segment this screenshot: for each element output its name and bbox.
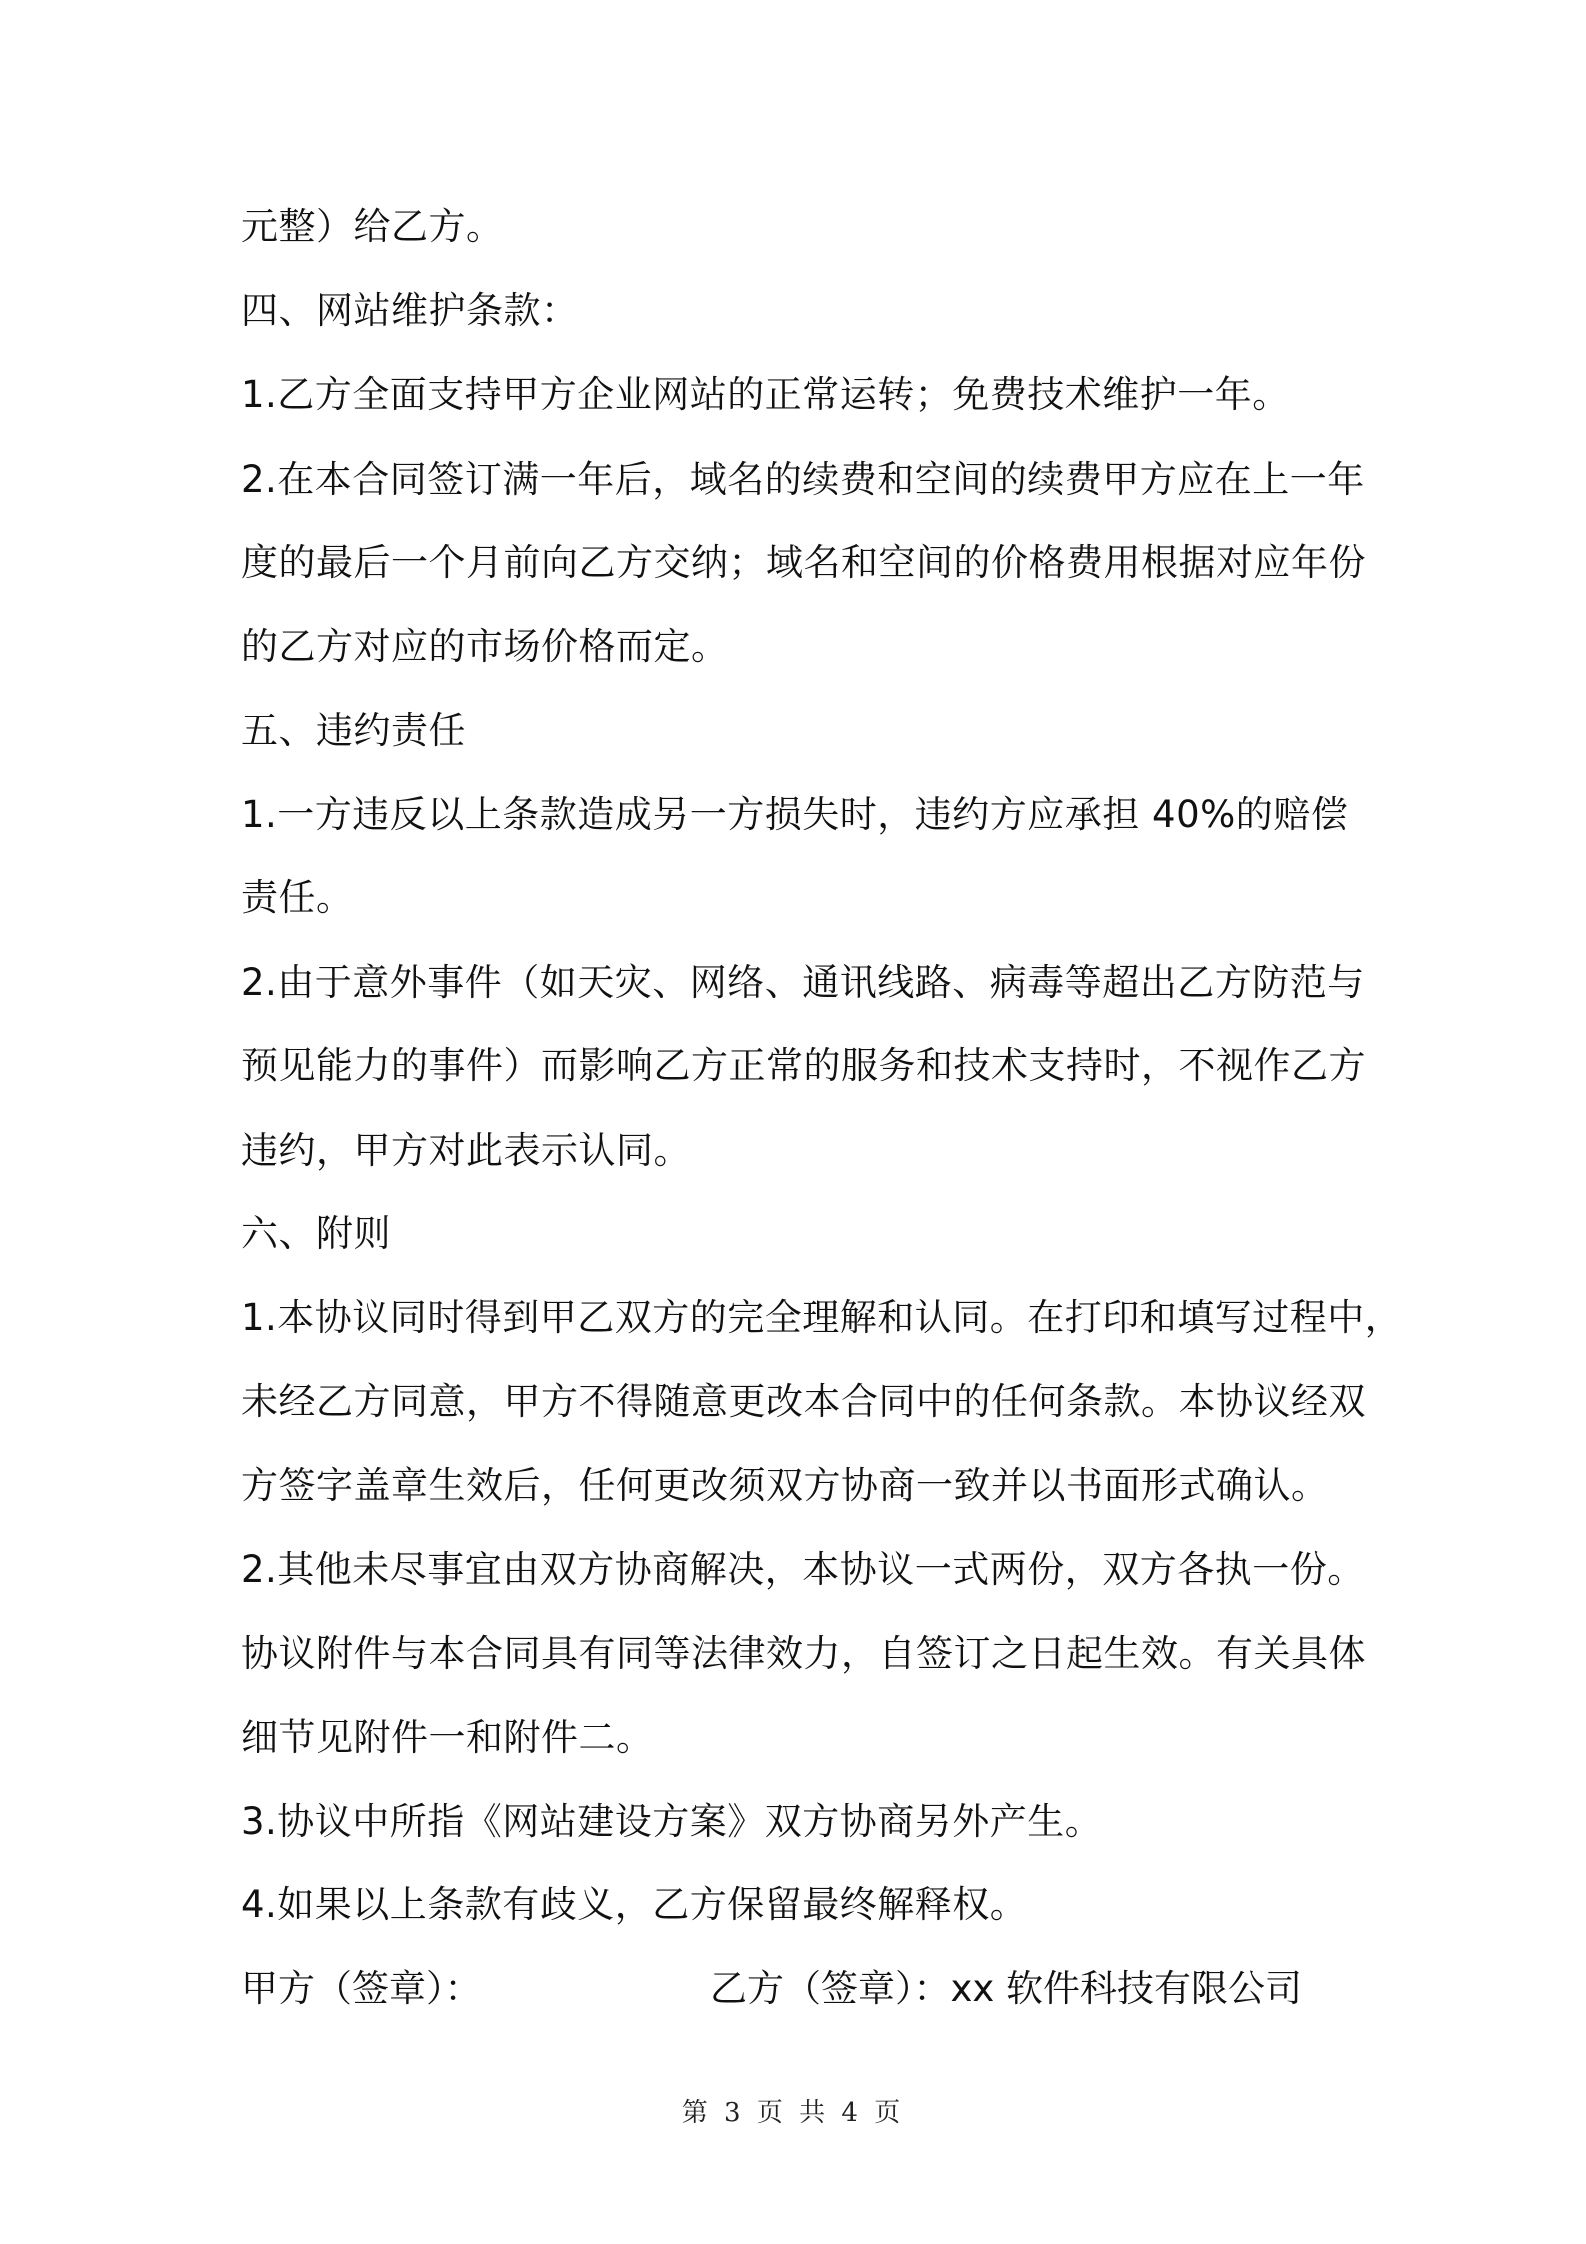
text-line: 违约，甲方对此表示认同。	[241, 1129, 691, 1172]
text-line: 2.在本合同签订满一年后，域名的续费和空间的续费甲方应在上一年	[241, 458, 1365, 501]
text-line: 1.乙方全面支持甲方企业网站的正常运转；免费技术维护一年。	[241, 373, 1290, 416]
page-footer: 第 3 页 共 4 页	[681, 2098, 905, 2128]
text-line: 3.协议中所指《网站建设方案》双方协商另外产生。	[241, 1800, 1103, 1843]
text-line: 责任。	[241, 876, 354, 919]
section-heading-liability: 五、违约责任	[241, 709, 466, 752]
text-line: 1.一方违反以上条款造成另一方损失时，违约方应承担 40%的赔偿	[241, 793, 1349, 836]
section-heading-supplementary: 六、附则	[241, 1212, 391, 1255]
text-line: 1.本协议同时得到甲乙双方的完全理解和认同。在打印和填写过程中，	[241, 1296, 1403, 1339]
text-line: 预见能力的事件）而影响乙方正常的服务和技术支持时，不视作乙方	[241, 1044, 1366, 1087]
text-line: 4.如果以上条款有歧义，乙方保留最终解释权。	[241, 1883, 1028, 1926]
text-line: 度的最后一个月前向乙方交纳；域名和空间的价格费用根据对应年份	[241, 541, 1366, 584]
text-line: 的乙方对应的市场价格而定。	[241, 625, 729, 668]
text-line: 未经乙方同意，甲方不得随意更改本合同中的任何条款。本协议经双	[241, 1380, 1366, 1423]
text-line: 2.由于意外事件（如天灾、网络、通讯线路、病毒等超出乙方防范与	[241, 961, 1365, 1004]
text-line: 方签字盖章生效后，任何更改须双方协商一致并以书面形式确认。	[241, 1464, 1329, 1507]
text-line: 细节见附件一和附件二。	[241, 1716, 654, 1759]
signature-party-a: 甲方（签章）：	[241, 1967, 482, 2010]
text-line: 协议附件与本合同具有同等法律效力，自签订之日起生效。有关具体	[241, 1632, 1366, 1675]
signature-party-b: 乙方（签章）：xx 软件科技有限公司	[710, 1967, 1303, 2010]
text-line: 元整）给乙方。	[241, 205, 504, 248]
section-heading-maintenance: 四、网站维护条款：	[241, 289, 579, 332]
text-line: 2.其他未尽事宜由双方协商解决，本协议一式两份，双方各执一份。	[241, 1548, 1365, 1591]
